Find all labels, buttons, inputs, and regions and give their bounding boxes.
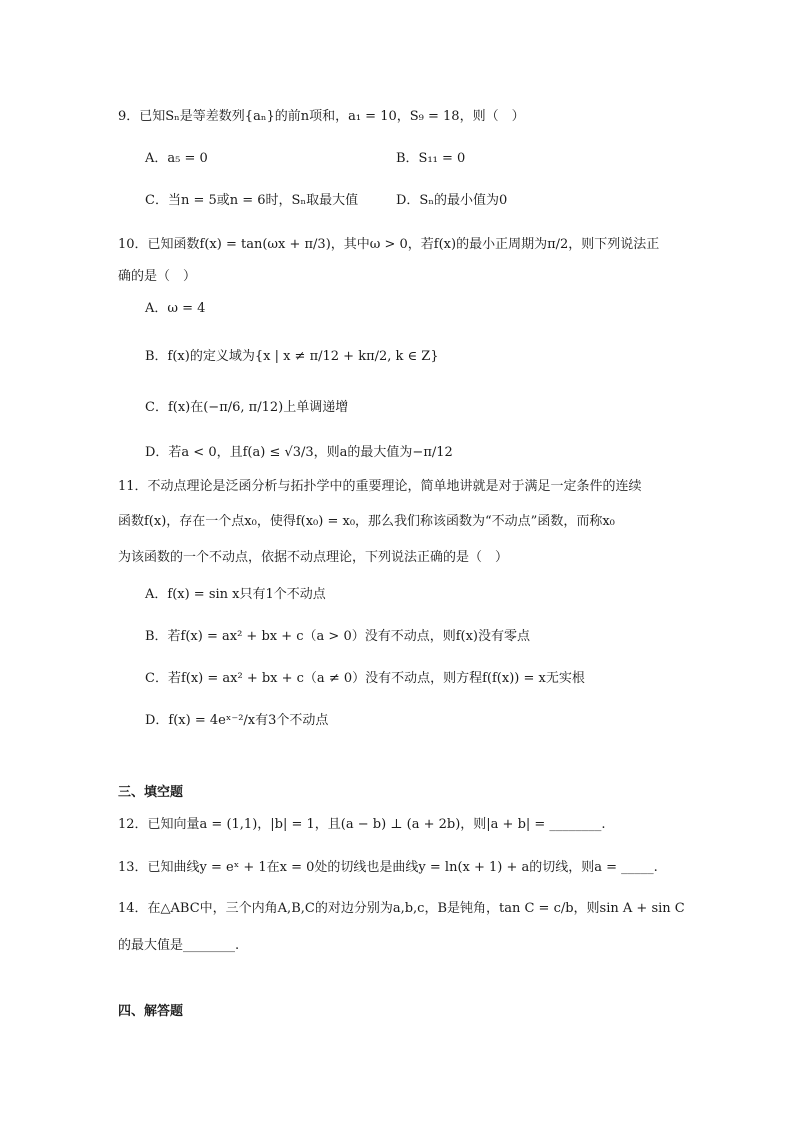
q14-stem-line2: 的最大值是________. bbox=[118, 938, 240, 953]
q11-stem-line2: 函数f(x)，存在一个点x₀，使得f(x₀) = x₀，那么我们称该函数为“不动点”函数，而称x₀ bbox=[118, 514, 615, 529]
section-heading-fill-in: 三、填空题 bbox=[118, 785, 184, 800]
section-heading-solutions: 四、解答题 bbox=[118, 1004, 184, 1019]
q9-option-a: A．a₅ = 0 bbox=[145, 151, 208, 166]
q11-option-a: A．f(x) = sin x只有1个不动点 bbox=[145, 587, 326, 602]
q11-stem-line3: 为该函数的一个不动点，依据不动点理论，下列说法正确的是（ ） bbox=[118, 550, 509, 565]
q10-option-a: A．ω = 4 bbox=[145, 301, 206, 316]
q9-option-b: B．S₁₁ = 0 bbox=[396, 151, 466, 166]
q9-option-c: C．当n = 5或n = 6时，Sₙ取最大值 bbox=[145, 193, 359, 208]
q9-stem: 9．已知Sₙ是等差数列{aₙ}的前n项和，a₁ = 10，S₉ = 18，则（ ） bbox=[118, 109, 525, 124]
q14-stem-line1: 14．在△ABC中，三个内角A,B,C的对边分别为a,b,c，B是钝角，tan C = c/b，则sin A + sin C bbox=[118, 901, 685, 916]
q11-option-b: B．若f(x) = ax² + bx + c（a > 0）没有不动点，则f(x)没有零点 bbox=[145, 629, 531, 644]
q10-stem-line2: 确的是（ ） bbox=[118, 269, 197, 284]
q12-stem: 12．已知向量a = (1,1)，|b| = 1，且(a − b) ⊥ (a + 2b)，则|a + b| = ________. bbox=[118, 817, 606, 832]
q11-option-c: C．若f(x) = ax² + bx + c（a ≠ 0）没有不动点，则方程f(f(x)) = x无实根 bbox=[145, 671, 585, 686]
q10-option-c: C．f(x)在(−π/6, π/12)上单调递增 bbox=[145, 400, 349, 415]
q10-stem-line1: 10．已知函数f(x) = tan(ωx + π/3)，其中ω > 0，若f(x)的最小正周期为π/2，则下列说法正 bbox=[118, 237, 660, 252]
q11-option-d: D．f(x) = 4eˣ⁻²/x有3个不动点 bbox=[145, 713, 329, 728]
q9-option-d: D．Sₙ的最小值为0 bbox=[396, 193, 508, 208]
q11-stem-line1: 11．不动点理论是泛函分析与拓扑学中的重要理论，简单地讲就是对于满足一定条件的连续 bbox=[118, 479, 642, 494]
q10-option-d: D．若a < 0，且f(a) ≤ √3/3，则a的最大值为−π/12 bbox=[145, 445, 453, 460]
q13-stem: 13．已知曲线y = eˣ + 1在x = 0处的切线也是曲线y = ln(x + 1) + a的切线，则a = _____. bbox=[118, 860, 658, 875]
q10-option-b: B．f(x)的定义域为{x | x ≠ π/12 + kπ/2, k ∈ Z} bbox=[145, 349, 439, 364]
